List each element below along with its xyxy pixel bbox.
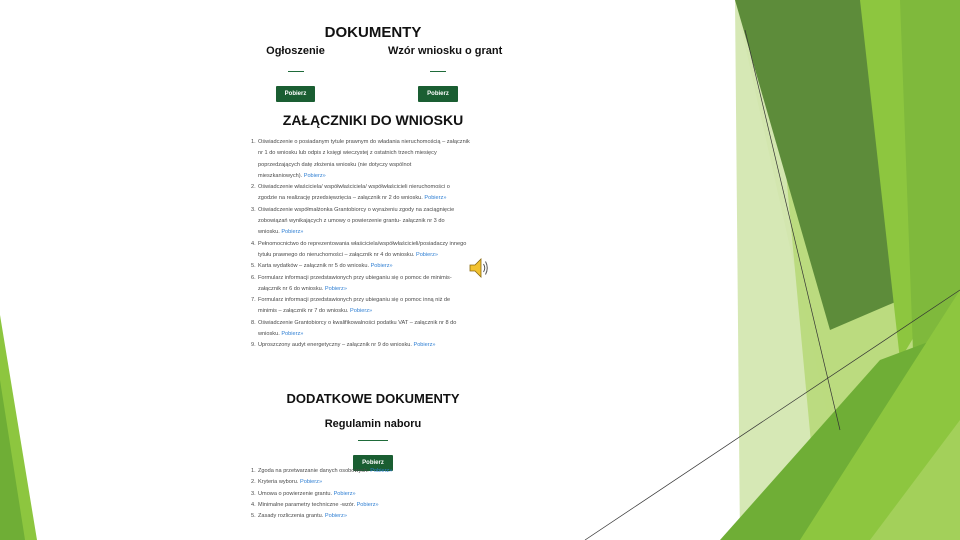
- list-item-text: wniosku.: [258, 229, 280, 236]
- divider: [288, 71, 304, 72]
- list-number: 8.: [251, 319, 256, 326]
- download-link[interactable]: Pobierz»: [281, 331, 304, 338]
- grant-form-column: [388, 45, 503, 102]
- speaker-icon[interactable]: [468, 256, 490, 280]
- download-link[interactable]: Pobierz»: [333, 490, 356, 497]
- list-item-text: Oświadczenie właściciela/ współwłaściciela/ współwłaścicieli nieruchomości o: [258, 184, 450, 191]
- regulations-download-button[interactable]: Pobierz: [353, 455, 393, 471]
- additional-documents-list: [251, 466, 498, 522]
- list-item: [251, 239, 498, 262]
- list-item-text: mieszkaniowych).: [258, 172, 303, 179]
- section-heading-dodatkowe: DODATKOWE DOKUMENTY: [286, 391, 460, 406]
- regulations-title: Regulamin naboru: [324, 418, 422, 430]
- list-item-text: minimis – załącznik nr 7 do wniosku.: [258, 308, 349, 315]
- list-number: 1.: [251, 468, 256, 474]
- download-link[interactable]: Pobierz»: [424, 195, 447, 202]
- list-number: 6.: [251, 274, 256, 281]
- announcement-column: [248, 45, 343, 102]
- list-item-text: Zasady rozliczenia grantu.: [258, 513, 324, 520]
- download-link[interactable]: Pobierz»: [299, 479, 323, 486]
- list-item: [251, 500, 498, 511]
- list-item-text: Formularz informacji przedstawionych przy ubieganiu się o pomoc de minimis-: [258, 274, 452, 281]
- list-number: 2.: [251, 184, 256, 191]
- list-item: [251, 318, 498, 341]
- list-number: 9.: [251, 342, 256, 349]
- list-number: 4.: [251, 240, 256, 247]
- divider: [430, 71, 446, 72]
- list-number: 3.: [251, 206, 256, 213]
- list-item-text: Oświadczenie o posiadanym tytule prawnym do władania nieruchomością – załącznik: [258, 139, 470, 145]
- list-item: [251, 273, 498, 296]
- list-number: 5.: [251, 513, 256, 520]
- list-item-text: Zgoda na przetwarzanie danych osobowych.: [258, 468, 369, 474]
- list-number: 5.: [251, 263, 256, 270]
- list-item-text: poprzedzających datę złożenia wniosku (nie dotyczy wspólnot: [258, 161, 412, 168]
- download-link[interactable]: Pobierz»: [415, 251, 439, 258]
- download-link[interactable]: Pobierz»: [281, 229, 304, 236]
- download-link[interactable]: Pobierz»: [324, 513, 347, 520]
- download-link[interactable]: Pobierz»: [324, 285, 347, 292]
- list-item-text: Umowa o powierzenie grantu.: [258, 490, 332, 497]
- list-item: [251, 489, 498, 500]
- list-item: [251, 261, 498, 272]
- list-item-text: Oświadczenie Grantobiorcy o kwalifikowalności podatku VAT – załącznik nr 8 do: [258, 319, 457, 326]
- list-item-text: Karta wydatków – załącznik nr 5 do wniosku.: [258, 263, 369, 270]
- list-item-text: załącznik nr 6 do wniosku.: [258, 285, 324, 292]
- list-item-text: Minimalne parametry techniczne -wzór.: [258, 501, 355, 508]
- list-item: [251, 466, 498, 477]
- list-item-text: zobowiązań wynikających z umowy o powierzenie grantu- załącznik nr 3 do: [258, 218, 445, 225]
- list-item-text: tytułu prawnego do nieruchomości – załącznik nr 4 do wniosku.: [258, 251, 415, 258]
- list-item-text: Kryteria wyboru.: [258, 479, 299, 486]
- announcement-title: Ogłoszenie: [266, 45, 325, 57]
- list-number: 2.: [251, 479, 256, 486]
- list-item-text: Oświadczenie współmałżonka Grantobiorcy o wyrażeniu zgody na zaciągnięcie: [258, 206, 455, 213]
- announcement-download-button[interactable]: Pobierz: [276, 86, 316, 102]
- list-item: [251, 477, 498, 488]
- list-item: [251, 295, 498, 318]
- regulations-column: [248, 418, 498, 471]
- list-item: [251, 137, 498, 182]
- list-item-text: Formularz informacji przedstawionych przy ubieganiu się o pomoc inną niż de: [258, 297, 451, 304]
- list-item-text: Pełnomocnictwo do reprezentowania właściciela/współwłaścicieli/posiadaczy innego: [258, 240, 467, 247]
- download-link[interactable]: Pobierz»: [370, 263, 393, 270]
- download-link[interactable]: Pobierz»: [350, 308, 373, 315]
- list-item: [251, 182, 498, 205]
- download-link[interactable]: Pobierz»: [413, 342, 436, 349]
- list-number: 3.: [251, 490, 256, 497]
- list-item-text: wniosku.: [258, 331, 280, 338]
- grant-form-download-button[interactable]: Pobierz: [418, 86, 458, 102]
- list-number: 1.: [251, 139, 256, 145]
- download-link[interactable]: Pobierz»: [303, 172, 326, 179]
- list-item: [251, 340, 498, 351]
- list-number: 4.: [251, 501, 256, 508]
- section-heading-zalaczniki: ZAŁĄCZNIKI DO WNIOSKU: [282, 112, 464, 128]
- list-item: [251, 205, 498, 239]
- section-heading-dokumenty: DOKUMENTY: [324, 24, 422, 41]
- download-link[interactable]: Pobierz»: [370, 468, 393, 474]
- list-item-text: zgodzie na realizację przedsięwzięcia – załącznik nr 2 do wniosku.: [258, 195, 423, 202]
- list-number: 7.: [251, 297, 256, 304]
- divider: [358, 440, 388, 441]
- list-item-text: nr 1 do wniosku lub odpis z księgi wieczystej z ostatnich trzech miesięcy: [258, 150, 437, 157]
- list-item-text: Uproszczony audyt energetyczny – załącznik nr 9 do wniosku.: [258, 342, 412, 349]
- grant-form-title: Wzór wniosku o grant: [388, 45, 503, 57]
- download-link[interactable]: Pobierz»: [356, 501, 379, 508]
- list-item: [251, 511, 498, 522]
- document-page: [248, 0, 503, 540]
- attachments-list: [251, 137, 498, 352]
